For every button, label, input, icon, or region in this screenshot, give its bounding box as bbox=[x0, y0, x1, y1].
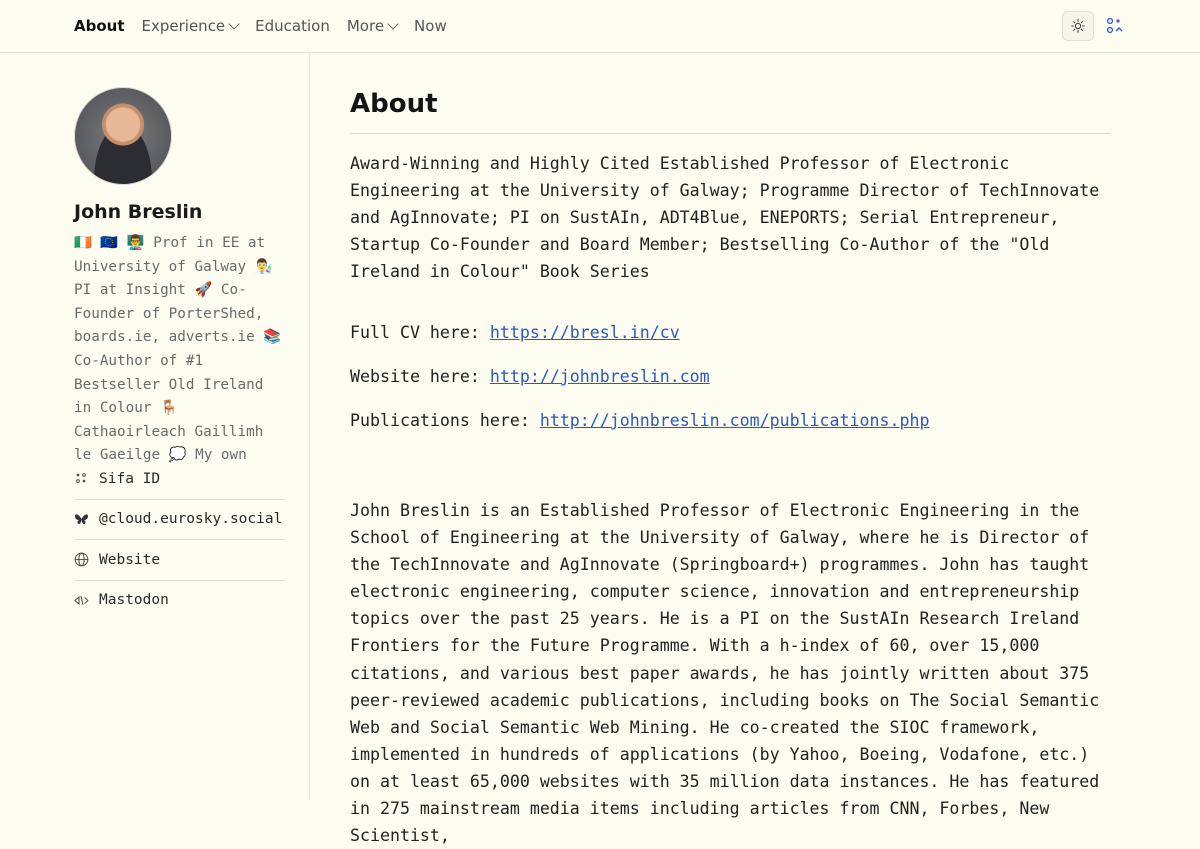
nav-more[interactable] bbox=[347, 17, 397, 35]
link-mastodon[interactable] bbox=[74, 581, 285, 621]
website-row bbox=[350, 367, 710, 386]
nav-now[interactable] bbox=[414, 17, 447, 35]
theme-toggle-button[interactable] bbox=[1062, 11, 1094, 41]
cv-label: Full CV here: bbox=[350, 323, 490, 342]
profile-links bbox=[74, 459, 285, 620]
intro-paragraph: Award-Winning and Highly Cited Established Professor of Electronic Engineering at the University of Galway; Programme Director of TechInnovate and AgInnovate; PI on SustAIn, ADT4Blue, ENEPORTS; Serial Entrepreneur, Startup Co-Founder and Board Member; Bestselling Co-Author of the "Old Ireland in Colour" Book Series bbox=[350, 154, 1100, 282]
publications-link[interactable]: http://johnbreslin.com/publications.php bbox=[539, 411, 930, 430]
link-sifa-id[interactable] bbox=[74, 459, 285, 500]
website-label: Website here: bbox=[350, 367, 490, 386]
nav-experience-label: Experience bbox=[141, 17, 226, 35]
mastodon-icon bbox=[74, 593, 89, 608]
link-label: Website bbox=[99, 551, 161, 568]
link-bluesky[interactable] bbox=[74, 500, 285, 541]
link-label: @cloud.eurosky.social bbox=[99, 511, 283, 528]
link-label: Mastodon bbox=[99, 592, 169, 609]
website-link[interactable]: http://johnbreslin.com bbox=[489, 367, 710, 386]
publications-row bbox=[350, 411, 929, 430]
nav-about[interactable] bbox=[74, 17, 125, 35]
nav-about-label: About bbox=[74, 17, 125, 35]
cv-link[interactable]: https://bresl.in/cv bbox=[489, 323, 680, 342]
link-website[interactable] bbox=[74, 540, 285, 581]
profile-sidebar bbox=[0, 53, 310, 800]
biography-paragraph: John Breslin is an Established Professor of Electronic Engineering in the School of Engineering at the University of Galway, where he is Director of the TechInnovate and AgInnovate (Springboard+) programmes. John has taught electronic engineering, computer science, innovation and entrepreneurship topics over the past 25 years. He is a PI on the SustAIn Research Ireland Frontiers for the Future Programme. With a h-index of 60, over 15,000 citations, and various best paper awards, he has jointly written about 375 peer-reviewed academic publications, including books on The Social Semantic Web and Social Semantic Web Mining. He co-created the SIOC framework, implemented in hundreds of applications (by Yahoo, Boeing, Vodafone, etc.) on at least 65,000 websites with 35 million data instances. He has featured in 275 mainstream media items including articles from CNN, Forbes, New Scientist, bbox=[350, 501, 1100, 846]
link-label: Sifa ID bbox=[99, 470, 161, 487]
main-nav bbox=[74, 0, 464, 52]
nav-more-label: More bbox=[346, 17, 385, 35]
cv-row bbox=[350, 323, 680, 342]
page-title: About bbox=[350, 89, 438, 119]
apps-button[interactable] bbox=[1106, 17, 1124, 35]
nav-education[interactable] bbox=[255, 17, 330, 35]
top-navigation-bar bbox=[0, 0, 1200, 53]
profile-bio: 🇮🇪 🇪🇺 👨‍🏫 Prof in EE at University of Galway 👨‍🔬 PI at Insight 🚀 Co-Founder of PorterShed, boards.ie, adverts.ie 📚 Co-Author of #1 Bestseller Old Ireland in Colour 🪑 Cathaoirleach Gaillimh le Gaeilge 💭 My own bbox=[74, 235, 282, 464]
nav-now-label: Now bbox=[414, 17, 447, 35]
chevron-down-icon bbox=[229, 18, 240, 29]
nav-education-label: Education bbox=[255, 17, 330, 35]
sun-icon bbox=[1071, 19, 1085, 33]
globe-icon bbox=[74, 552, 89, 567]
sifa-icon bbox=[74, 471, 89, 486]
apps-icon bbox=[1106, 17, 1124, 35]
butterfly-icon bbox=[74, 512, 89, 527]
profile-name: John Breslin bbox=[74, 201, 203, 223]
publications-label: Publications here: bbox=[350, 411, 540, 430]
chevron-down-icon bbox=[387, 18, 398, 29]
avatar bbox=[74, 87, 172, 185]
nav-experience[interactable] bbox=[142, 17, 239, 35]
title-divider bbox=[350, 133, 1110, 134]
